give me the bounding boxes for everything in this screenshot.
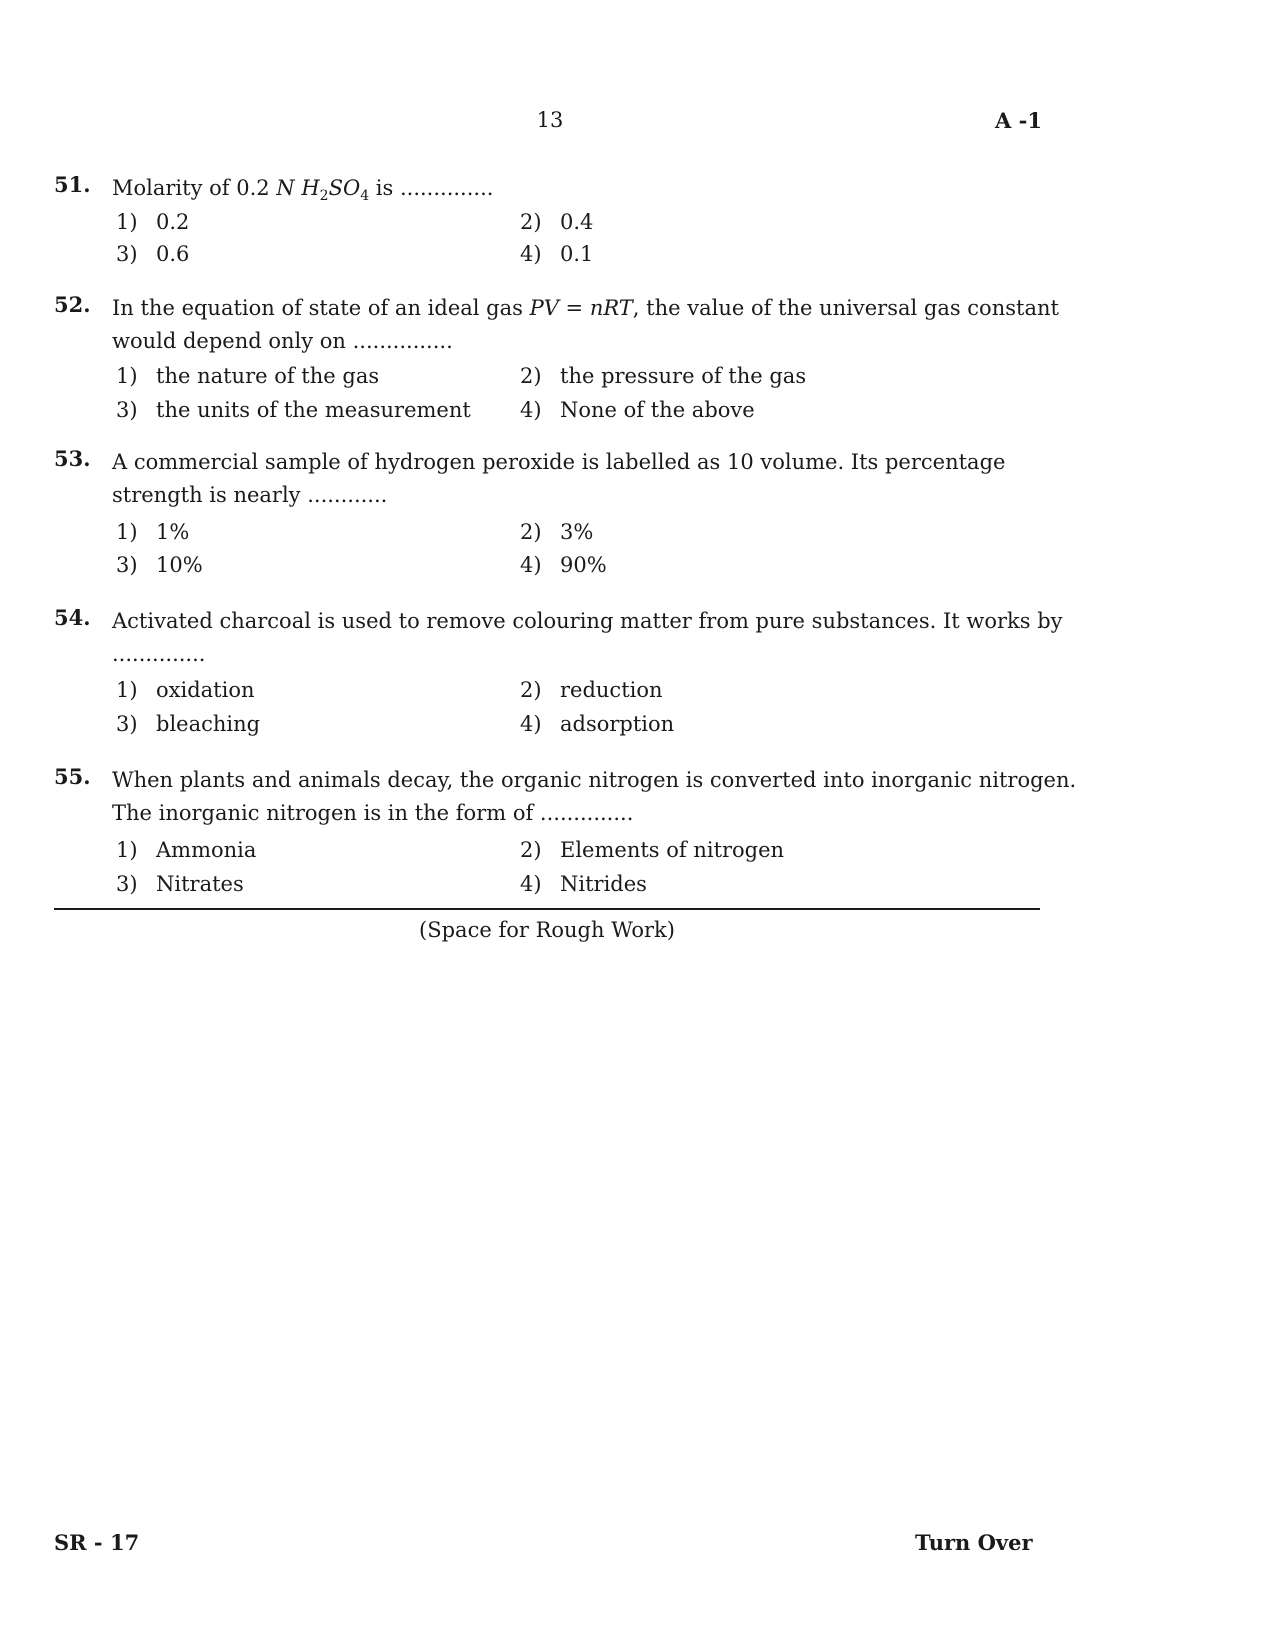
- footer-code: SR - 17: [54, 1530, 140, 1555]
- question-number: 55.: [54, 764, 91, 789]
- question-number: 51.: [54, 172, 91, 197]
- question-text: Activated charcoal is used to remove colouring matter from pure substances. It works by ..............: [112, 609, 1063, 666]
- equation: PV = nRT: [529, 296, 633, 320]
- option-54-4: 4) adsorption: [520, 712, 675, 736]
- option-54-3: 3) bleaching: [116, 712, 261, 736]
- turn-over-label: Turn Over: [915, 1530, 1033, 1555]
- option-53-2: 2) 3%: [520, 520, 594, 544]
- page-number: 13: [536, 108, 564, 132]
- option-52-4: 4) None of the above: [520, 398, 755, 422]
- question-text: In the equation of state of an ideal gas PV = nRT, the value of the universal gas constant would depend only on ...............: [112, 296, 1059, 353]
- option-51-4: 4) 0.1: [520, 242, 594, 266]
- option-53-3: 3) 10%: [116, 553, 203, 577]
- option-55-4: 4) Nitrides: [520, 872, 647, 896]
- option-55-2: 2) Elements of nitrogen: [520, 838, 785, 862]
- question-number: 53.: [54, 446, 91, 471]
- option-52-2: 2) the pressure of the gas: [520, 364, 807, 388]
- option-55-3: 3) Nitrates: [116, 872, 244, 896]
- divider-rule: [54, 908, 1040, 910]
- question-text: Molarity of 0.2 N $H_2SO_4$ is ..............: [112, 176, 494, 205]
- paper-code: A -1: [995, 108, 1042, 133]
- rough-work-label: (Space for Rough Work): [419, 918, 675, 942]
- option-53-1: 1) 1%: [116, 520, 190, 544]
- question-text: A commercial sample of hydrogen peroxide is labelled as 10 volume. Its percentage strength is nearly ............: [112, 450, 1006, 507]
- option-51-3: 3) 0.6: [116, 242, 190, 266]
- option-54-1: 1) oxidation: [116, 678, 255, 702]
- question-number: 52.: [54, 292, 91, 317]
- question-text: When plants and animals decay, the organic nitrogen is converted into inorganic nitrogen. The inorganic nitrogen is in the form of ..............: [112, 768, 1077, 825]
- option-53-4: 4) 90%: [520, 553, 607, 577]
- option-52-1: 1) the nature of the gas: [116, 364, 380, 388]
- question-number: 54.: [54, 605, 91, 630]
- option-55-1: 1) Ammonia: [116, 838, 257, 862]
- option-51-1: 1) 0.2: [116, 210, 190, 234]
- option-51-2: 2) 0.4: [520, 210, 594, 234]
- option-54-2: 2) reduction: [520, 678, 663, 702]
- option-52-3: 3) the units of the measurement: [116, 398, 471, 422]
